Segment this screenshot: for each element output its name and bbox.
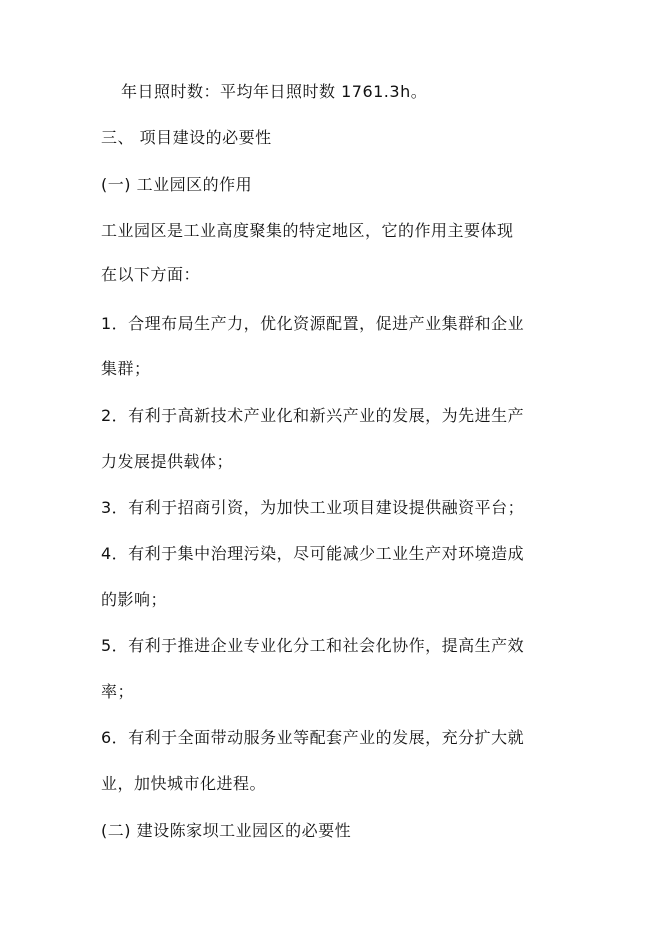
list-item-6-line: 业，加快城市化进程。	[101, 774, 267, 793]
list-item-4-line: 4．有利于集中治理污染，尽可能减少工业生产对环境造成	[101, 544, 525, 563]
subsection-heading-chenjiaba: (二) 建设陈家坝工业园区的必要性	[101, 821, 352, 840]
subsection-heading-park-role: (一) 工业园区的作用	[101, 175, 253, 194]
list-item-2-line: 2．有利于高新技术产业化和新兴产业的发展，为先进生产	[101, 406, 525, 425]
list-item-5-line: 率；	[101, 682, 135, 701]
list-item-3-line: 3．有利于招商引资，为加快工业项目建设提供融资平台；	[101, 498, 525, 517]
section-heading-necessity: 三、 项目建设的必要性	[101, 128, 272, 147]
list-item-6-line: 6．有利于全面带动服务业等配套产业的发展，充分扩大就	[101, 728, 525, 747]
list-item-5-line: 5．有利于推进企业专业化分工和社会化协作，提高生产效	[101, 636, 525, 655]
list-item-2-line: 力发展提供载体；	[101, 452, 234, 471]
sunshine-hours-line: 年日照时数：平均年日照时数 1761.3h。	[121, 82, 428, 101]
list-item-1-line: 1．合理布局生产力，优化资源配置，促进产业集群和企业	[101, 314, 525, 333]
paragraph-line: 工业园区是工业高度聚集的特定地区，它的作用主要体现	[101, 221, 514, 240]
paragraph-line: 在以下方面：	[101, 265, 201, 284]
list-item-4-line: 的影响；	[101, 590, 168, 609]
list-item-1-line: 集群；	[101, 359, 151, 378]
